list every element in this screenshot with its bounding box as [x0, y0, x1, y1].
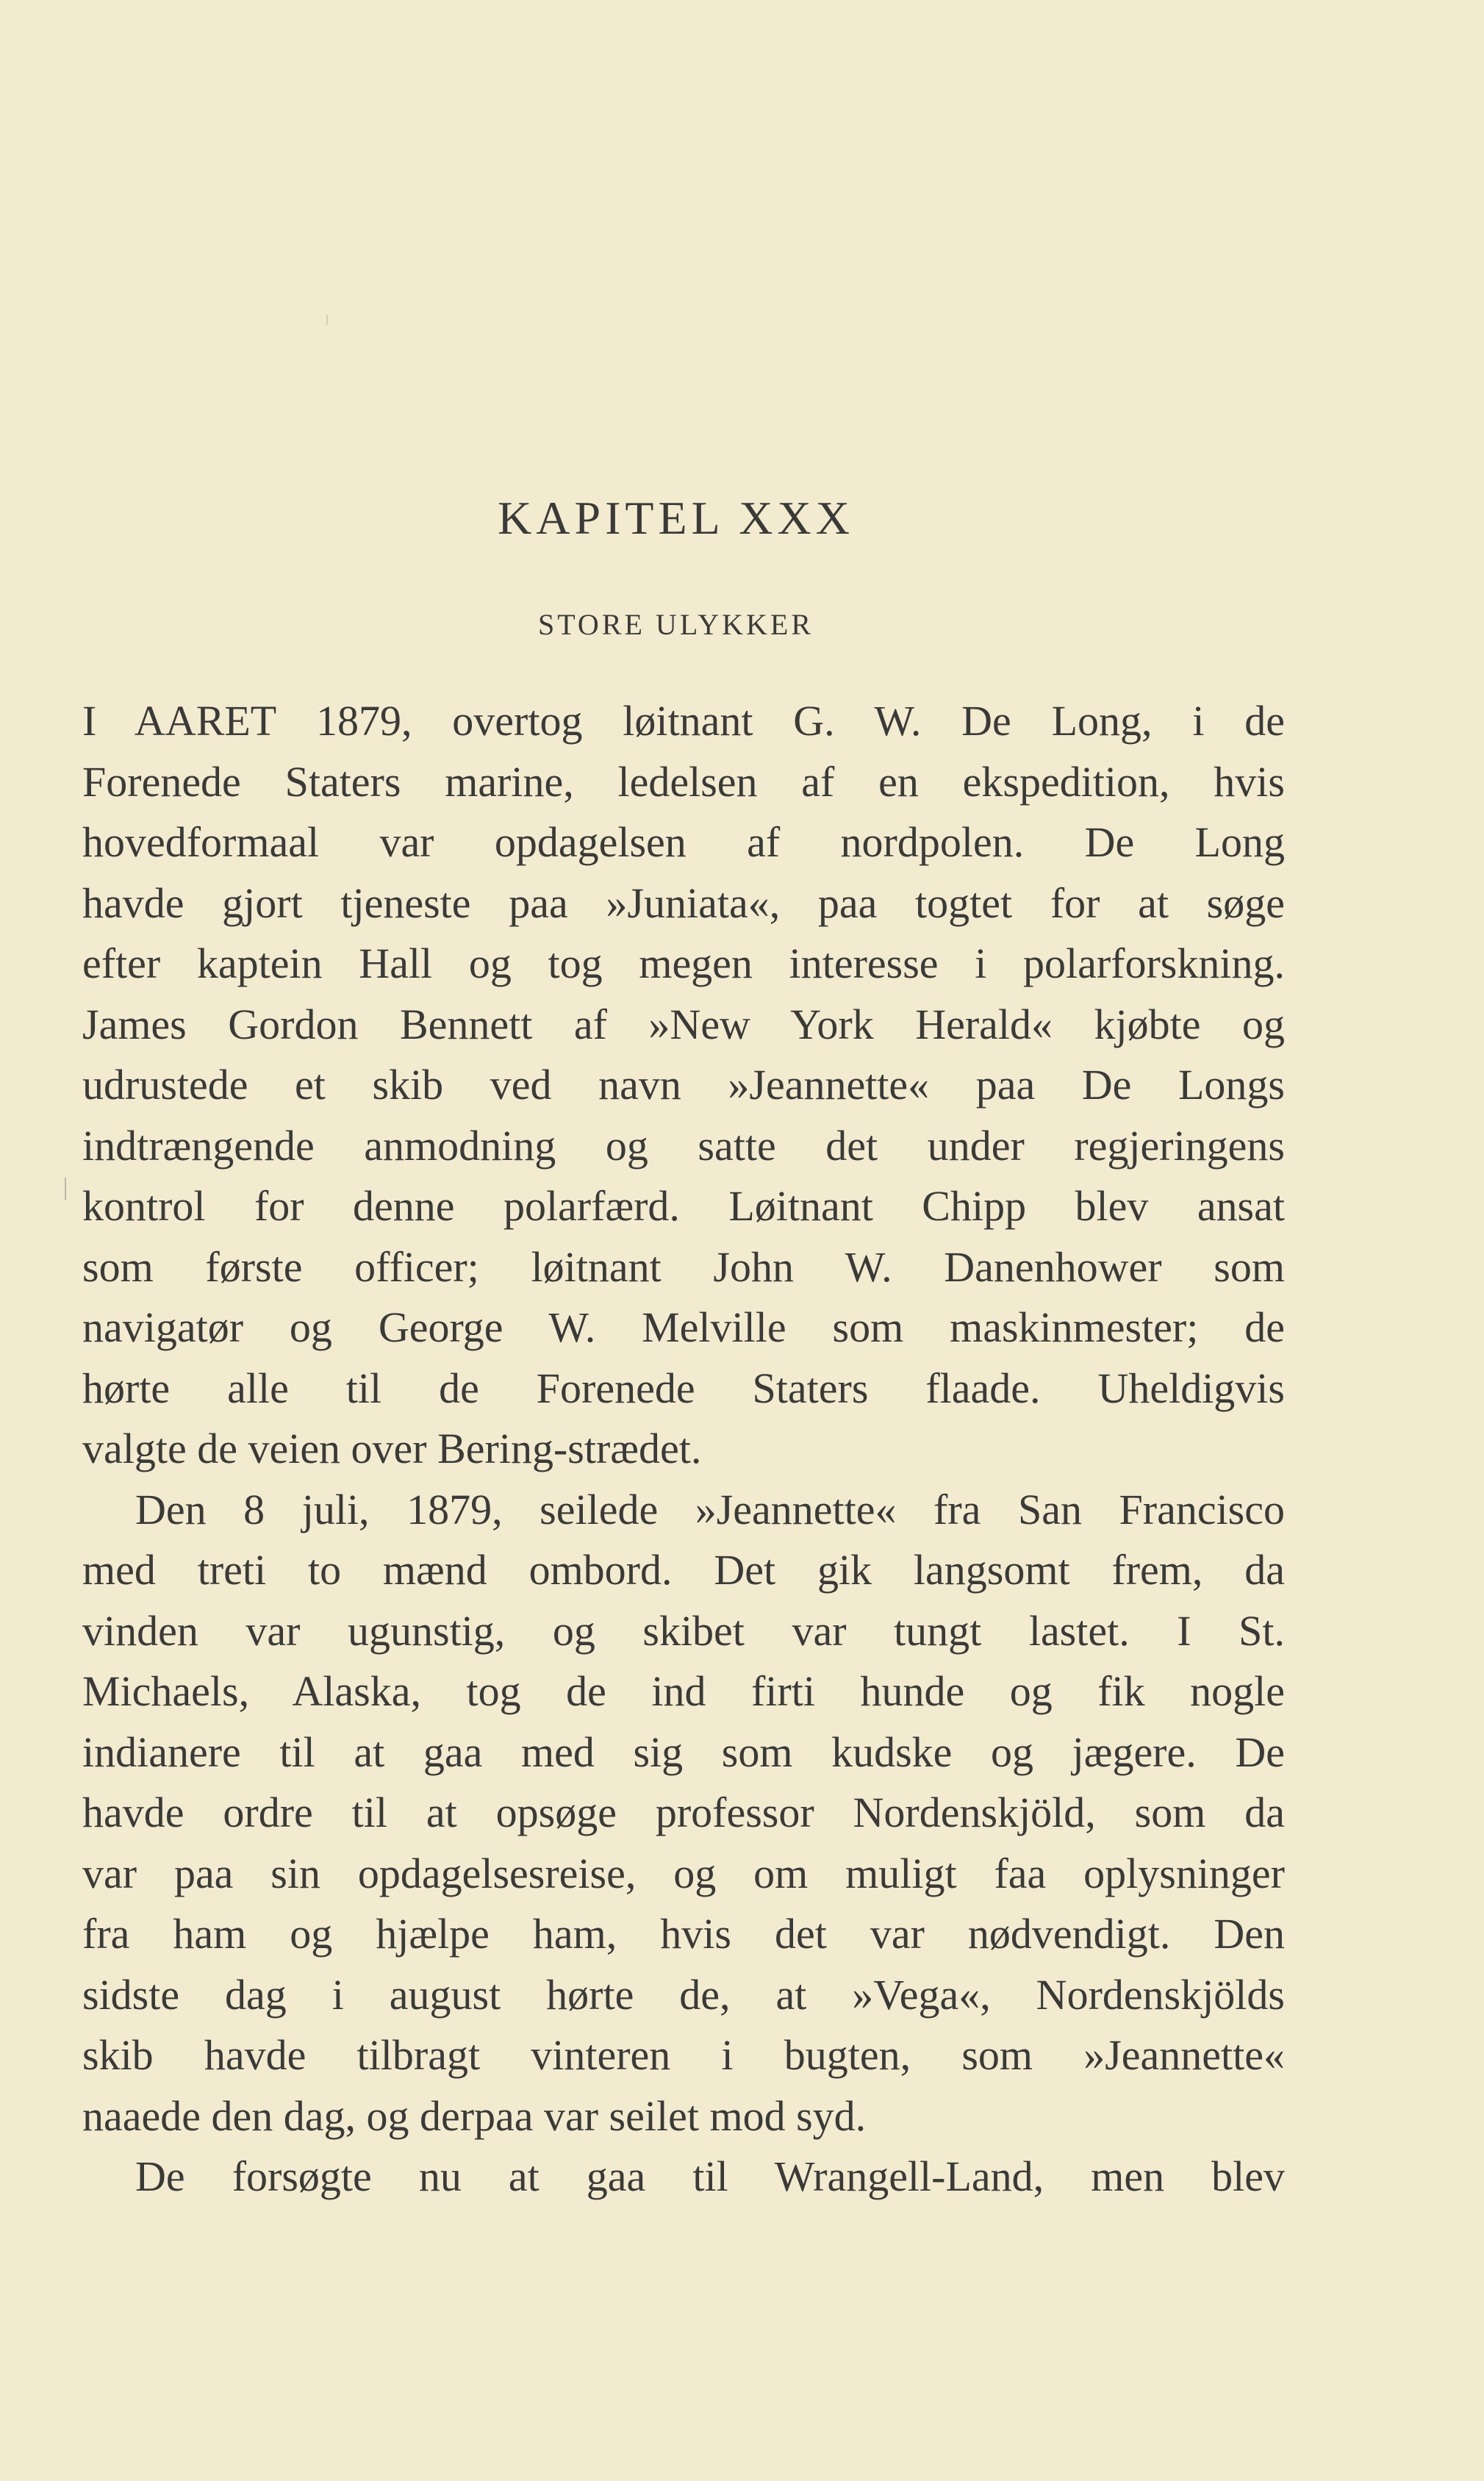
text-line: efter kaptein Hall og tog megen interesse i polarforskning. [82, 939, 1285, 987]
text-line: havde gjort tjeneste paa »Juniata«, paa togtet for at søge [82, 878, 1285, 927]
chapter-title: KAPITEL XXX [498, 492, 854, 544]
text-line: De forsøgte nu at gaa til Wrangell-Land, men blev [135, 2152, 1285, 2200]
text-line: Forenede Staters marine, ledelsen af en ekspedition, hvis [82, 757, 1285, 806]
text-line: vinden var ugunstig, og skibet var tungt lastet. I St. [82, 1606, 1285, 1655]
text-line: valgte de veien over Bering-strædet. [82, 1425, 702, 1472]
text-line: hørte alle til de Forenede Staters flaade. Uheldigvis [82, 1364, 1285, 1412]
text-line: indtrængende anmodning og satte det under regjeringens [82, 1121, 1285, 1170]
text-line: I AARET 1879, overtog løitnant G. W. De Long, i de [82, 697, 1285, 745]
text-line: indianere til at gaa med sig som kudske og jægere. De [82, 1728, 1285, 1776]
text-line: udrustede et skib ved navn »Jeannette« paa De Longs [82, 1061, 1285, 1109]
text-line: med treti to mænd ombord. Det gik langsomt frem, da [82, 1546, 1285, 1594]
text-line: fra ham og hjælpe ham, hvis det var nødvendigt. Den [82, 1910, 1285, 1958]
text-line: sidste dag i august hørte de, at »Vega«, Nordenskjölds [82, 1970, 1285, 2019]
text-line: James Gordon Bennett af »New York Herald« kjøbte og [82, 1000, 1285, 1048]
text-line: Den 8 juli, 1879, seilede »Jeannette« fra San Francisco [135, 1485, 1285, 1533]
chapter-subtitle: STORE ULYKKER [537, 608, 814, 641]
text-line: som første officer; løitnant John W. Danenhower som [82, 1242, 1285, 1291]
text-line: Michaels, Alaska, tog de ind firti hunde og fik nogle [82, 1667, 1285, 1715]
text-line: kontrol for denne polarfærd. Løitnant Chipp blev ansat [82, 1182, 1285, 1230]
text-line: var paa sin opdagelsesreise, og om muligt faa oplysninger [82, 1849, 1285, 1897]
text-line: hovedformaal var opdagelsen af nordpolen. De Long [82, 818, 1285, 866]
margin-mark [65, 1178, 66, 1200]
text-line: havde ordre til at opsøge professor Nordenskjöld, som da [82, 1789, 1285, 1836]
text-line: naaede den dag, og derpaa var seilet mod syd. [82, 2091, 867, 2140]
text-line: navigatør og George W. Melville som maskinmester; de [82, 1303, 1285, 1351]
body-text [82, 691, 1285, 2208]
page-speck [326, 315, 328, 325]
text-line: skib havde tilbragt vinteren i bugten, som »Jeannette« [82, 2031, 1285, 2079]
